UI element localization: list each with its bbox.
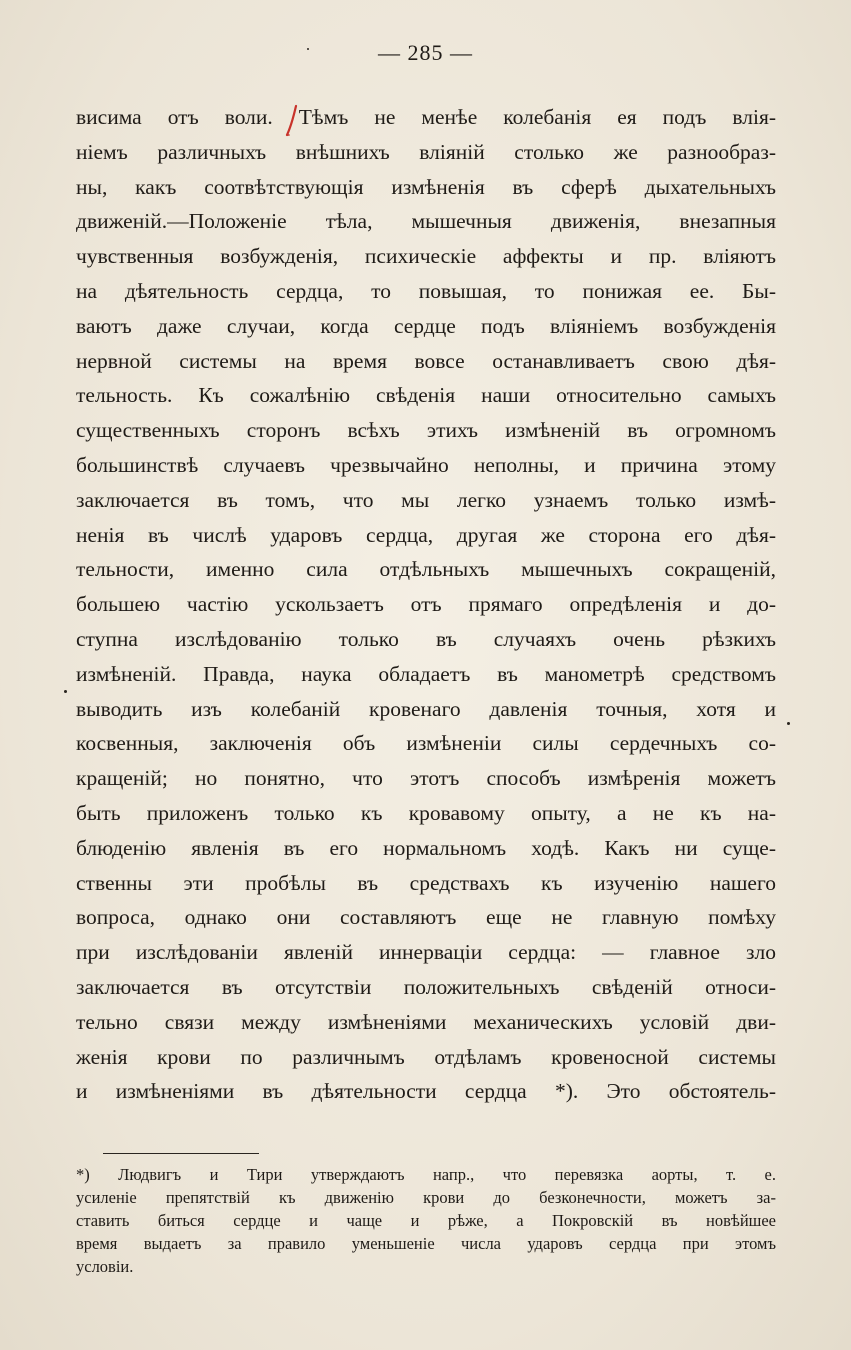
ink-speck — [307, 48, 309, 50]
footnote-line: время выдаетъ за правило уменьшеніе числа ударовъ сердца при этомъ — [76, 1234, 776, 1253]
footnote-line: усиленіе препятствій къ движенію крови до безконечности, можетъ за- — [76, 1188, 776, 1207]
text-line: заключается въ томъ, что мы легко узнаемъ только измѣ- — [76, 487, 776, 512]
text-line: большею частію ускользаетъ отъ прямаго опредѣленія и до- — [76, 592, 776, 617]
text-line: вопроса, однако они составляютъ еще не главную помѣху — [76, 905, 776, 930]
text-line: ны, какъ соотвѣтствующія измѣненія въ сферѣ дыхательныхъ — [76, 174, 776, 199]
text-line: женія крови по различнымъ отдѣламъ кровеносной системы — [76, 1044, 776, 1069]
footnote — [76, 1163, 776, 1278]
text-line: ніемъ различныхъ внѣшнихъ вліяній столько же разнообраз- — [76, 139, 776, 164]
ink-speck — [64, 690, 67, 693]
text-line: выводить изъ колебаній кровенаго давленія точныя, хотя и — [76, 696, 776, 721]
text-line: тельности, именно сила отдѣльныхъ мышечныхъ сокращеній, — [76, 557, 776, 582]
ink-speck — [787, 722, 790, 725]
text-line: висима отъ воли. Тѣмъ не менѣе колебанія ея подъ влія- — [76, 105, 776, 129]
text-line: существенныхъ сторонъ всѣхъ этихъ измѣненій въ огромномъ — [76, 418, 776, 443]
text-line: блюденію явленія въ его нормальномъ ходѣ. Какъ ни суще- — [76, 835, 776, 860]
page-number: — 285 — — [378, 40, 473, 65]
text-line: нервной системы на время вовсе останавливаетъ свою дѣя- — [76, 348, 776, 373]
footnote-separator — [103, 1153, 259, 1154]
body-text — [76, 100, 776, 1109]
text-line: при изслѣдованіи явленій иннерваціи сердца: — главное зло — [76, 940, 776, 965]
text-line: движеній.—Положеніе тѣла, мышечныя движенія, внезапныя — [76, 209, 776, 234]
text-line: на дѣятельность сердца, то повышая, то понижая ее. Бы- — [76, 278, 776, 303]
text-line: и измѣненіями въ дѣятельности сердца *). Это обстоятель- — [76, 1079, 776, 1104]
footnote-line: ставить биться сердце и чаще и рѣже, а Покровскій въ новѣйшее — [76, 1211, 776, 1230]
text-line: тельность. Къ сожалѣнію свѣденія наши относительно самыхъ — [76, 383, 776, 408]
text-line: измѣненій. Правда, наука обладаетъ въ манометрѣ средствомъ — [76, 661, 776, 686]
text-line: кращеній; но понятно, что этотъ способъ измѣренія можетъ — [76, 766, 776, 791]
text-line: чувственныя возбужденія, психическіе аффекты и пр. вліяютъ — [76, 244, 776, 269]
text-line: заключается въ отсутствіи положительныхъ свѣденій относи- — [76, 974, 776, 999]
text-line: ненія въ числѣ ударовъ сердца, другая же сторона его дѣя- — [76, 522, 776, 547]
footnote-line: условіи. — [76, 1257, 134, 1276]
text-line: ваютъ даже случаи, когда сердце подъ вліяніемъ возбужденія — [76, 313, 776, 338]
text-line: косвенныя, заключенія объ измѣненіи силы сердечныхъ со- — [76, 731, 776, 756]
text-line: тельно связи между измѣненіями механическихъ условій дви- — [76, 1009, 776, 1034]
text-line: ственны эти пробѣлы въ средствахъ къ изученію нашего — [76, 870, 776, 895]
footnote-line: *) Людвигъ и Тири утверждаютъ напр., что перевязка аорты, т. е. — [76, 1165, 776, 1184]
text-line: большинствѣ случаевъ чрезвычайно неполны, и причина этому — [76, 452, 776, 477]
text-line: быть приложенъ только къ кровавому опыту, а не къ на- — [76, 800, 776, 825]
text-line: ступна изслѣдованію только въ случаяхъ очень рѣзкихъ — [76, 626, 776, 651]
